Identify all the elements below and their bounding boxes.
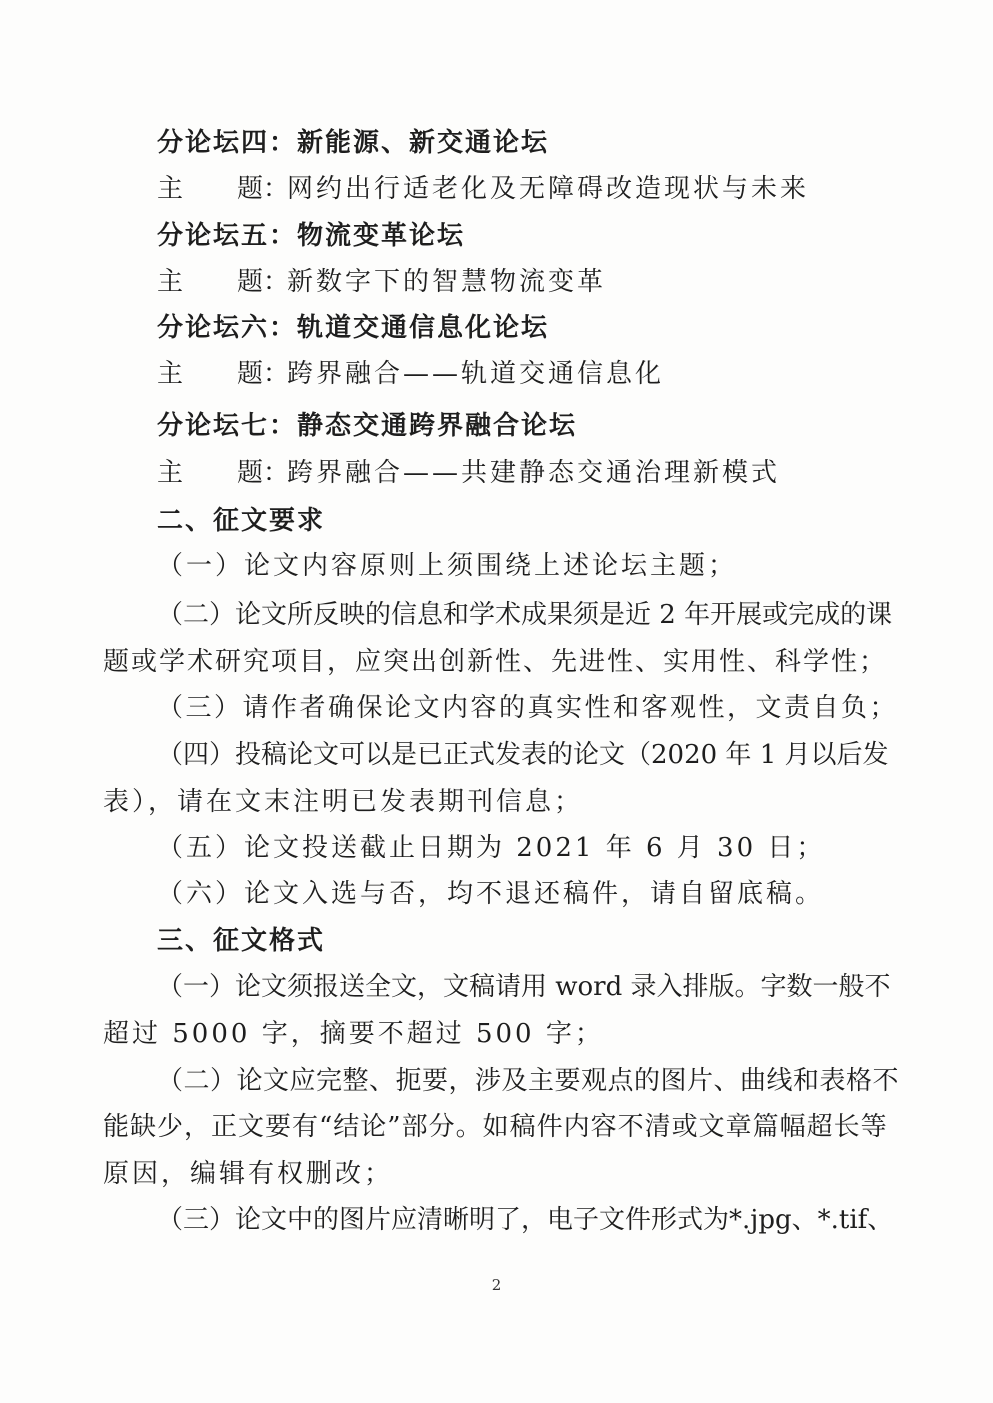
paragraph-line: （四）投稿论文可以是已正式发表的论文（2020 年 1 月以后发 xyxy=(157,740,889,770)
forum-heading-prefix: 分论坛七： xyxy=(157,411,298,441)
forum-heading xyxy=(157,219,465,253)
forum-heading-title: 物流变革论坛 xyxy=(297,221,466,251)
topic-label-1: 主 xyxy=(157,267,184,297)
paragraph-line: （五）论文投送截止日期为 2021 年 6 月 30 日； xyxy=(157,833,826,863)
paragraph-line: （一）论文须报送全文，文稿请用 word 录入排版。字数一般不 xyxy=(157,972,891,1002)
forum-topic xyxy=(157,456,780,490)
topic-text: 跨界融合——轨道交通信息化 xyxy=(287,359,665,389)
forum-heading xyxy=(157,126,549,160)
forum-heading-title: 静态交通跨界融合论坛 xyxy=(297,411,578,441)
forum-heading xyxy=(157,409,577,443)
paragraph-line: （二）论文所反映的信息和学术成果须是近 2 年开展或完成的课 xyxy=(157,600,893,630)
topic-label-1: 主 xyxy=(157,359,184,389)
paragraph-line: 题或学术研究项目，应突出创新性、先进性、实用性、科学性； xyxy=(103,647,888,677)
forum-heading-prefix: 分论坛六： xyxy=(157,313,298,343)
forum-heading xyxy=(157,311,549,345)
paragraph-line: 超过 5000 字，摘要不超过 500 字； xyxy=(103,1019,604,1049)
paragraph-line: （一）论文内容原则上须围绕上述论坛主题； xyxy=(157,551,738,581)
topic-label-2: 题： xyxy=(237,458,290,488)
topic-label-1: 主 xyxy=(157,174,184,204)
topic-text: 跨界融合——共建静态交通治理新模式 xyxy=(287,458,781,488)
forum-heading-title: 新能源、新交通论坛 xyxy=(297,128,550,158)
paragraph-line: （三）请作者确保论文内容的真实性和客观性，文责自负； xyxy=(157,693,899,723)
paragraph-line: 表），请在文末注明已发表期刊信息； xyxy=(103,787,584,817)
paragraph-line: 原因，编辑有权删改； xyxy=(103,1159,394,1189)
forum-heading-prefix: 分论坛四： xyxy=(157,128,298,158)
topic-text: 新数字下的智慧物流变革 xyxy=(287,267,607,297)
forum-topic xyxy=(157,265,606,299)
topic-label-2: 题： xyxy=(237,174,290,204)
section-heading: 二、征文要求 xyxy=(157,506,326,536)
forum-heading-title: 轨道交通信息化论坛 xyxy=(297,313,550,343)
topic-label-2: 题： xyxy=(237,267,290,297)
forum-heading-prefix: 分论坛五： xyxy=(157,221,298,251)
forum-topic xyxy=(157,172,809,206)
paragraph-line: （三）论文中的图片应清晰明了，电子文件形式为*.jpg、*.tif、 xyxy=(157,1205,894,1235)
paragraph-line: （二）论文应完整、扼要，涉及主要观点的图片、曲线和表格不 xyxy=(157,1066,900,1096)
topic-text: 网约出行适老化及无障碍改造现状与未来 xyxy=(287,174,810,204)
forum-topic xyxy=(157,357,664,391)
topic-label-2: 题： xyxy=(237,359,290,389)
paragraph-line: （六）论文入选与否，均不退还稿件，请自留底稿。 xyxy=(157,879,825,909)
page-number: 2 xyxy=(491,1276,502,1294)
section-heading: 三、征文格式 xyxy=(157,926,326,956)
topic-label-1: 主 xyxy=(157,458,184,488)
paragraph-line: 能缺少，正文要有“结论”部分。如稿件内容不清或文章篇幅超长等 xyxy=(103,1112,888,1142)
